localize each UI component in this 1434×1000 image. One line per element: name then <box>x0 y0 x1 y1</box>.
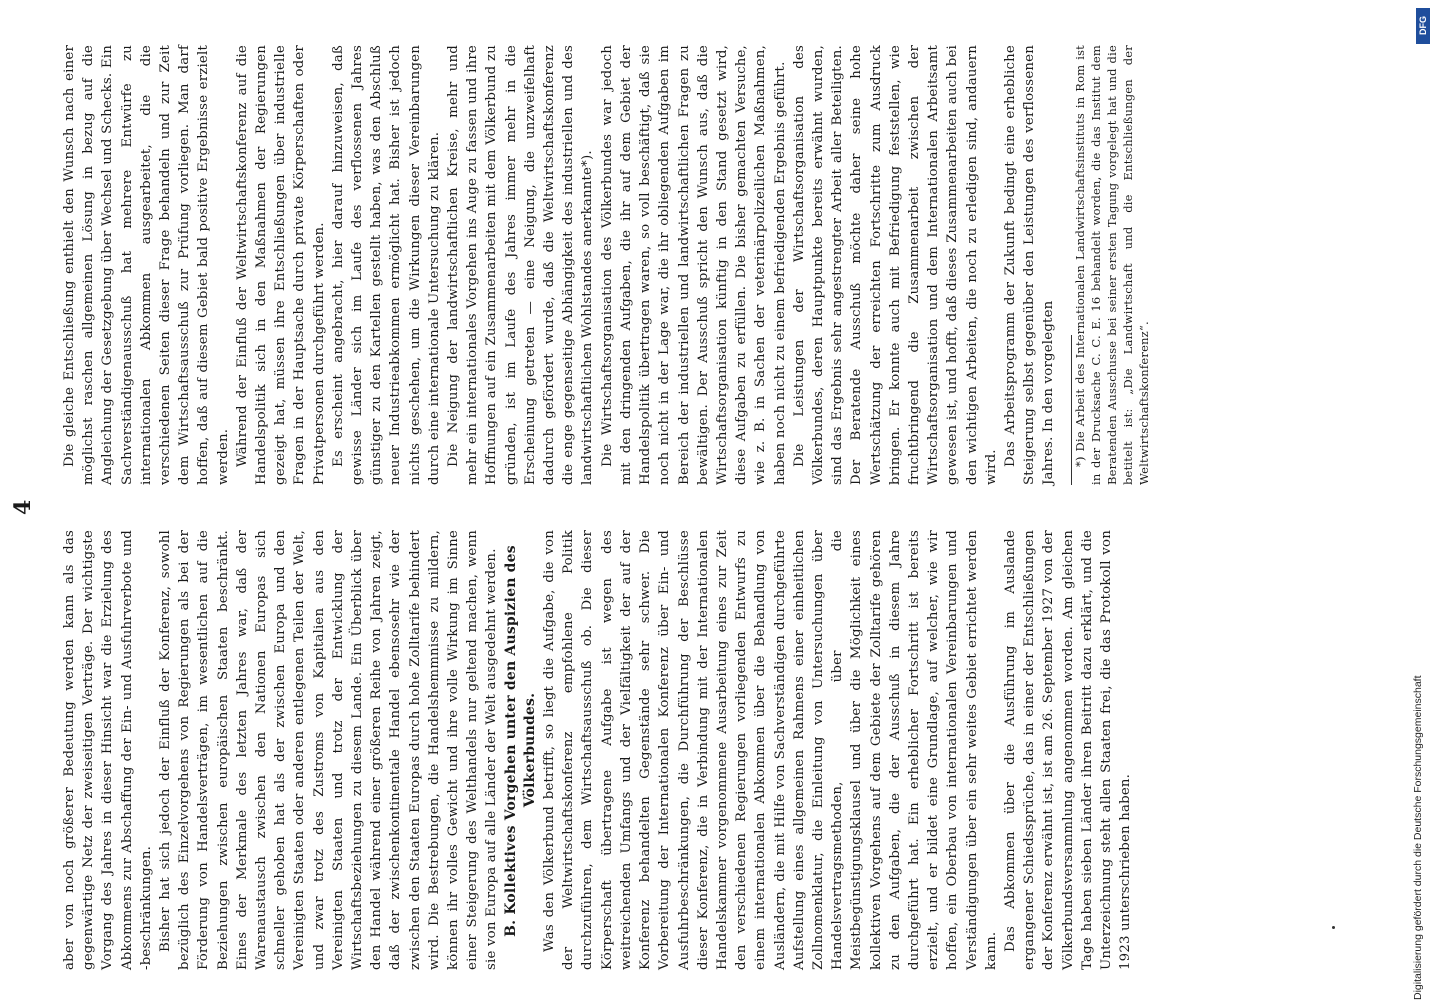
paragraph: Das Abkommen über die Ausführung im Auslande ergangener Schiedssprüche, das in einer der Entschließungen der Konferenz erwähnt ist, ist am 26. September 1927 von der Völkerbundsversammlung angenommen worden. Am gleichen Tage haben sieben Länder ihren Beitritt dazu erklärt, und die Unterzeichnung steht allen Staaten frei, die das Protokoll von 1923 unterschrieben haben. <box>1002 530 1134 970</box>
right-column <box>60 45 1152 485</box>
dfg-logo: DFG <box>1416 8 1430 44</box>
scan-speck <box>1332 926 1335 929</box>
page-number: 4 <box>10 499 36 515</box>
paragraph: Die Leistungen der Wirtschaftsorganisation des Völkerbundes, deren Hauptpunkte bereits erwähnt wurden, sind das Ergebnis sehr angestrengter Arbeit aller Beteiligten. Der Beratende Ausschuß möchte daher seine hohe Wertschätzung der erreichten Fortschritte zum Ausdruck bringen. Er konnte auch mit Befriedigung feststellen, wie fruchtbringend die Zusammenarbeit zwischen der Wirtschaftsorganisation und dem Internationalen Arbeitsamt gewesen ist, und hofft, daß dieses Zusammenarbeiten auch bei den wichtigen Arbeiten, die noch zu erledigen sind, andauern wird. <box>791 45 999 485</box>
paragraph: Die gleiche Entschließung enthielt den Wunsch nach einer möglichst raschen allgemeinen Lösung in bezug auf die Angleichung der Gesetzgebung über Wechsel und Schecks. Ein Sachverständigenausschuß hat mehrere Entwürfe zu internationalen Abkommen ausgearbeitet, die die verschiedenen Seiten dieser Frage behandeln und zur Zeit dem Wirtschaftsausschuß zur Prüfung vorliegen. Man darf hoffen, daß auf diesem Gebiet bald positive Ergebnisse erzielt werden. <box>62 45 231 485</box>
paragraph: Während der Einfluß der Weltwirtschaftskonferenz auf die Handelspolitik sich in den Maßnahmen der Regierungen gezeigt hat, müssen ihre Entschließungen über industrielle Fragen in der Hauptsache durch private Körperschaften oder Privatpersonen durchgeführt werden. <box>234 45 327 485</box>
digitization-credit <box>1406 0 1432 1000</box>
paragraph: Bisher hat sich jedoch der Einfluß der Konferenz, sowohl bezüglich des Einzelvorgehens von Regierungen als bei der Förderung von Handelsverträgen, im wesentlichen auf die Beziehungen zwischen europäischen Staaten beschränkt. Eines der Merkmale des letzten Jahres war, daß der Warenaustausch zwischen den Nationen Europas sich schneller gehoben hat als der zwischen Europa und den Vereinigten Staaten oder anderen entlegenen Teilen der Welt, und zwar trotz des Zustroms von Kapitalien aus den Vereinigten Staaten und trotz der Entwicklung der Wirtschaftsbeziehungen zu diesem Lande. Ein Überblick über den Handel während einer größeren Reihe von Jahren zeigt, daß der zwischenkontinentale Handel ebensosehr wie der zwischen den Staaten Europas durch hohe Zolltarife behindert wird. Die Bestrebungen, die Handelshemmnisse zu mildern, können ihr volles Gewicht und ihre volle Wirkung im Sinne einer Steigerung des Welthandels nur geltend machen, wenn sie von Europa auf alle Länder der Welt ausgedehnt werden. <box>158 530 500 970</box>
credit-text: Digitalisierung gefördert durch die Deutsche Forschungsgemeinschaft <box>1412 675 1424 1000</box>
paragraph: Es erscheint angebracht, hier darauf hinzuweisen, daß gewisse Länder sich im Laufe des verflossenen Jahres günstiger zu den Kartellen gestellt haben, was den Abschluß neuer Industrieabkommen ermöglicht hat. Bisher ist jedoch nichts geschehen, um die Wirkungen dieser Vereinbarungen durch eine internationale Untersuchung zu klären. <box>330 45 442 485</box>
left-column <box>60 530 1135 970</box>
paragraph: Das Arbeitsprogramm der Zukunft bedingt eine erhebliche Steigerung selbst gegenüber den Leistungen des verflossenen Jahres. In den vorgelegten <box>1002 45 1057 485</box>
paragraph: Was den Völkerbund betrifft, so liegt die Aufgabe, die von der Weltwirtschaftskonferenz empfohlene Politik durchzuführen, dem Wirtschaftsausschuß ob. Die dieser Körperschaft übertragene Aufgabe ist wegen des weitreichenden Umfangs und der Vielfältigkeit der auf der Konferenz behandelten Gegenstände sehr schwer. Die Vorbereitung der Internationalen Konferenz über Ein- und Ausfuhrbeschränkungen, die Durchführung der Beschlüsse dieser Konferenz, die in Verbindung mit der Internationalen Handelskammer vorgenommene Ausarbeitung eines zur Zeit den verschiedenen Regierungen vorliegenden Entwurfs zu einem internationalen Abkommen über die Behandlung von Ausländern, die mit Hilfe von Sachverständigen durchgeführte Aufstellung eines allgemeinen Rahmens einer einheitlichen Zollnomenklatur, die Einleitung von Untersuchungen über Handelsvertragsmethoden, über die Meistbegünstigungsklausel und über die Möglichkeit eines kollektiven Vorgehens auf dem Gebiete der Zolltarife gehören zu den Aufgaben, die der Ausschuß in diesem Jahre durchgeführt hat. Ein erheblicher Fortschritt ist bereits erzielt, und er bildet eine Grundlage, auf welcher, wie wir hoffen, ein Oberbau von internationalen Vereinbarungen und Verständigungen über ein sehr weites Gebiet errichtet werden kann. <box>542 530 999 970</box>
paragraph: aber von noch größerer Bedeutung werden kann als das gegenwärtige Netz der zweiseitigen Verträge. Der wichtigste Vorgang des Jahres in dieser Hinsicht war die Erzielung des Abkommens zur Abschaffung der Ein- und Ausfuhrverbote und -beschränkungen. <box>62 530 154 970</box>
paragraph: Die Wirtschaftsorganisation des Völkerbundes war jedoch mit den dringenden Aufgaben, die ihr auf dem Gebiet der Handelspolitik übertragen waren, so voll beschäftigt, daß sie noch nicht in der Lage war, die ihr obliegenden Aufgaben im Bereich der industriellen und landwirtschaftlichen Fragen zu bewältigen. Der Ausschuß spricht den Wunsch aus, daß die Wirtschaftsorganisation künftig in den Stand gesetzt wird, diese Aufgaben zu erfüllen. Die bisher gemachten Versuche, wie z. B. in Sachen der veterinärpolizeilichen Maßnahmen, haben noch nicht zu einem befriedigenden Ergebnis geführt. <box>599 45 788 485</box>
footnote: *) Die Arbeit des Internationalen Landwirtschaftsinstituts in Rom ist in der Drucksache C. C. E. 16 behandelt worden, die das Institut dem Beratenden Ausschusse bei seiner ersten Tagung vorgelegt hat und die betitelt ist: „Die Landwirtschaft und die Entschließungen der Weltwirtschaftskonferenz“. <box>1072 45 1151 485</box>
paragraph: Die Neigung der landwirtschaftlichen Kreise, mehr und mehr ein internationales Vorgehen ins Auge zu fassen und ihre Hoffnungen auf ein Zusammenarbeiten mit dem Völkerbund zu gründen, ist im Laufe des Jahres immer mehr in die Erscheinung getreten — eine Neigung, die unzweifelhaft dadurch gefördert wurde, daß die Weltwirtschaftskonferenz die enge gegenseitige Abhängigkeit des industriellen und des landwirtschaftlichen Wohlstandes anerkannte*). <box>446 45 596 485</box>
section-heading: B. Kollektives Vorgehen unter den Auspizien des Völkerbundes. <box>502 545 538 937</box>
